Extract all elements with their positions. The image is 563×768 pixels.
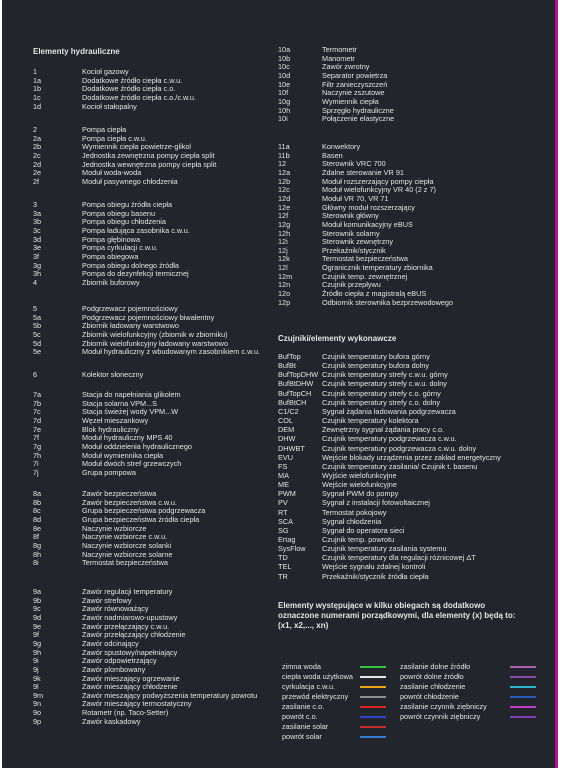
item-label: Pompa ciepła c.w.u. (82, 133, 147, 143)
item-code: 8a (33, 489, 42, 498)
line-type-swatch (510, 706, 536, 708)
item-code: 3f (33, 251, 40, 261)
item-code: 2f (33, 176, 40, 186)
item-code: 9i (33, 656, 39, 666)
sensor-label: Wejście sygnału zdalnej kontroli (322, 562, 426, 572)
sensor-label: Czujnik temperatury podgrzewacza c.w.u. (322, 434, 457, 444)
item-label: Grupa bezpieczeństwa podgrzewacza (82, 506, 206, 516)
item-code: 9h (33, 647, 42, 657)
item-code: 5a (33, 312, 42, 322)
item-code: 12o (278, 289, 291, 299)
line-type-swatch (360, 696, 386, 698)
item-label: Pompa głębinowa (82, 234, 141, 244)
item-code: 12p (278, 297, 291, 307)
item-code: 1d (33, 101, 42, 111)
item-code: 9j (33, 664, 39, 674)
sensor-code: C1/C2 (278, 406, 299, 416)
sensor-label: Czujnik temperatury podgrzewacza c.w.u. dolny (322, 443, 477, 453)
sensor-label: Czujnik temperatury bufora dolny (322, 361, 430, 371)
item-label: Dodatkowe źródło ciepła c.o./c.w.u. (82, 92, 196, 102)
item-code: 1b (33, 84, 42, 94)
line-type-swatch (360, 726, 386, 728)
item-code: 7d (33, 415, 42, 425)
sensor-code: PV (278, 498, 288, 508)
line-type-swatch (510, 666, 536, 668)
item-label: Moduł wielofunkcyjny VR 40 (2 z 7) (322, 185, 436, 195)
item-code: 9b (33, 595, 42, 605)
item-label: Pompa obiegu chłodzenia (82, 217, 166, 227)
item-label: Sterownik główny (322, 211, 379, 221)
sensor-label: Czujnik temperatury strefy c.o. górny (322, 388, 441, 398)
item-label: Zawór spustowy/napełniający (82, 647, 178, 657)
item-code: 12m (278, 271, 293, 281)
item-code: 1a (33, 75, 42, 85)
line-type-swatch (360, 736, 386, 738)
item-code: 10b (278, 53, 291, 63)
item-code: 4 (33, 277, 38, 287)
item-code: 8g (33, 540, 42, 550)
item-code: 5c (33, 329, 41, 339)
item-label: Filtr zanieczyszczeń (322, 79, 388, 89)
item-label: Naczynie wzbiorcze c.w.u. (82, 532, 168, 542)
line-type-label: przewód elektryczny (282, 692, 349, 701)
item-label: Pompa obiegu basenu (82, 208, 156, 218)
item-code: 7f (33, 433, 40, 443)
sensor-code: SysFlow (278, 544, 306, 554)
item-label: Przekaźnik/stycznik (322, 245, 386, 255)
item-label: Połączenie elastyczne (322, 114, 395, 124)
line-type-label: zasilanie chłodzenie (400, 682, 466, 691)
item-label: Zdalne sterowanie VR 91 (322, 167, 404, 177)
item-label: Zawór nadmiarowo-upustowy (82, 612, 178, 622)
item-label: Stacja świeżej wody VPM...W (82, 407, 179, 417)
item-code: 12k (278, 254, 290, 264)
item-label: Pompa ciepła (82, 125, 127, 134)
item-label: Sterownik zewnętrzny (322, 237, 393, 247)
item-code: 3c (33, 225, 41, 235)
item-code: 7h (33, 450, 42, 460)
item-label: Moduł wymiennika ciepła (82, 450, 164, 460)
item-label: Zawór mieszający ogrzewanie (82, 673, 180, 683)
line-type-label: zasilanie c.o. (282, 702, 325, 711)
item-label: Ogranicznik temperatury zbiornika (322, 263, 433, 273)
item-label: Dodatkowe źródło ciepła c.o. (82, 84, 176, 94)
item-label: Stacja solarna VPM...S (82, 398, 158, 408)
line-type-label: zasilanie czynnik ziębniczy (400, 702, 487, 711)
item-label: Węzeł mieszankowy (82, 415, 149, 425)
note-line-2: oznaczone numerami porządkowymi, dla elementy (x) będą to: (278, 611, 516, 620)
line-type-swatch (510, 686, 536, 688)
item-code: 5e (33, 347, 42, 357)
item-code: 9a (33, 587, 42, 596)
item-code: 12g (278, 219, 291, 229)
line-type-swatch (510, 676, 536, 678)
hydraulic-elements-title: Elementy hydrauliczne (33, 47, 120, 56)
item-label: Blok hydrauliczny (82, 424, 139, 434)
item-label: Podgrzewacz pojemnościowy biwalentny (82, 312, 215, 322)
item-label: Termometr (322, 45, 357, 54)
item-label: Naczynie wzbiorcze solarne (82, 549, 173, 559)
item-label: Naczynie wzbiorcze (82, 523, 147, 533)
item-label: Jednostka wewnętrzna pompy ciepła split (82, 159, 217, 169)
sensor-label: Sygnał chłodzenia (322, 516, 382, 526)
item-label: Zawór odcinający (82, 638, 139, 648)
sensor-code: BufTopDHW (278, 370, 319, 380)
legend-page (2, 0, 558, 768)
item-label: Moduł dwóch stref grzewczych (82, 459, 182, 469)
item-label: Zawór kaskadowy (82, 716, 141, 726)
sensor-label: Wejście wielofunkcyjne (322, 480, 397, 490)
item-code: 8c (33, 506, 41, 516)
item-label: Rotametr (np. Taco-Setter) (82, 708, 169, 718)
item-code: 11a (278, 142, 290, 151)
item-code: 8b (33, 497, 42, 507)
item-label: Czujnik temp. zewnętrznej (322, 271, 408, 281)
item-code: 12l (278, 263, 288, 273)
item-code: 2 (33, 125, 38, 134)
note-line-1: Elementy występujące w kilku obiegach są dodatkowo (278, 601, 486, 610)
line-type-swatch (360, 706, 386, 708)
line-type-label: zasilanie dolne źródło (400, 662, 471, 671)
item-label: Moduł hydrauliczny z wbudowanym zasobnikiem c.w.u. (82, 347, 261, 357)
line-type-swatch (360, 686, 386, 688)
item-code: 3e (33, 243, 42, 253)
item-code: 12d (278, 193, 291, 203)
item-label: Moduł rozszerzający pompy ciepła (322, 176, 434, 186)
line-type-swatch (510, 716, 536, 718)
sensor-code: RT (278, 507, 288, 517)
sensor-code: BufBt (278, 361, 296, 371)
item-label: Moduł oddzielenia hydraulicznego (82, 441, 192, 451)
sensor-code: Ertag (278, 535, 296, 544)
item-code: 10g (278, 96, 291, 106)
item-label: Zawór mieszający podwyższenia temperatury powrotu (82, 690, 258, 700)
item-code: 6 (33, 370, 38, 379)
item-code: 12j (278, 245, 288, 255)
item-code: 12c (278, 185, 290, 195)
item-code: 9g (33, 638, 42, 648)
sensor-label: Czujnik temperatury kolektora (322, 416, 419, 426)
note-line-3: (x1, x2,..., xn) (278, 621, 329, 630)
line-type-swatch (360, 666, 386, 668)
item-code: 9d (33, 612, 42, 622)
item-code: 5d (33, 338, 42, 348)
item-label: Termostat bezpieczeństwa (322, 254, 408, 264)
sensor-code: DEM (278, 425, 295, 435)
item-label: Kocioł gazowy (82, 67, 129, 76)
item-code: 10c (278, 62, 290, 72)
item-code: 5b (33, 321, 42, 331)
sensor-label: Czujnik temperatury bufora górny (322, 352, 430, 361)
item-code: 12i (278, 237, 288, 247)
item-code: 10a (278, 45, 291, 54)
item-label: Grupa bezpieczeństwa źródła ciepła (82, 514, 200, 524)
sensors-title: Czujniki/elementy wykonawcze (278, 334, 397, 343)
item-label: Konwektory (322, 142, 361, 151)
item-label: Zawór odpowietrzający (82, 656, 157, 666)
item-label: Grupa pompowa (82, 467, 136, 477)
item-label: Manometr (322, 53, 355, 63)
sensor-code: TEL (278, 562, 292, 572)
item-label: Sprzęgło hydrauliczne (322, 105, 394, 115)
item-label: Moduł VR 70, VR 71 (322, 193, 389, 203)
item-code: 8f (33, 532, 40, 542)
item-label: Kolektor słoneczny (82, 370, 144, 379)
sensor-code: DHW (278, 434, 296, 444)
item-code: 3b (33, 217, 42, 227)
item-label: Moduł hydrauliczny MPS 40 (82, 433, 173, 443)
line-type-swatch (360, 716, 386, 718)
sensor-label: Czujnik temp. powrotu (322, 535, 395, 544)
item-label: Zawór mieszający termostatyczny (82, 699, 192, 709)
item-code: 10e (278, 79, 291, 89)
item-code: 3a (33, 208, 42, 218)
sensor-label: Czujnik temperatury strefy c.o. dolny (322, 397, 441, 407)
line-type-label: ciepła woda użytkowa (282, 672, 353, 681)
item-code: 8i (33, 558, 39, 568)
sensor-label: Sygnał żądania ładowania podgrzewacza (322, 406, 456, 416)
item-code: 3 (33, 200, 38, 209)
item-code: 10d (278, 70, 291, 80)
item-code: 9o (33, 708, 42, 718)
sensor-label: Termostat pokojowy (322, 507, 387, 517)
item-code: 12a (278, 167, 291, 177)
sensor-label: Sygnał do operatora sieci (322, 525, 405, 535)
item-label: Pompa cyrkulacji c.w.u. (82, 243, 158, 253)
item-label: Czujnik przepływu (322, 280, 381, 290)
item-label: Zbiornik wielofunkcyjny ładowany warstwowo (82, 338, 228, 348)
item-code: 10f (278, 88, 289, 98)
item-label: Jednostka zewnętrzna pompy ciepła split (82, 150, 215, 160)
item-label: Zawór równoważący (82, 604, 149, 614)
item-code: 12b (278, 176, 291, 186)
item-code: 7g (33, 441, 42, 451)
item-code: 9l (33, 682, 39, 692)
item-label: Stacja do napełniania glikolem (82, 390, 181, 399)
item-code: 12f (278, 211, 289, 221)
line-type-label: powrót chłodzenie (400, 692, 459, 701)
item-code: 9p (33, 716, 42, 726)
item-label: Termostat bezpieczeństwa (82, 558, 168, 568)
item-label: Basen (322, 150, 343, 160)
sensor-label: Zewnętrzny sygnał żądania pracy c.o. (322, 425, 445, 435)
item-label: Zawór przełączający chłodzenie (82, 630, 186, 640)
item-label: Zawór strefowy (82, 595, 132, 605)
item-label: Zawór bezpieczeństwa c.w.u. (82, 497, 177, 507)
item-code: 3d (33, 234, 42, 244)
item-label: Moduł woda-woda (82, 168, 142, 178)
item-code: 7a (33, 390, 42, 399)
item-code: 7i (33, 459, 39, 469)
sensor-code: BufBtDHW (278, 379, 314, 389)
item-label: Źródło ciepła z magistralą eBUS (322, 289, 427, 299)
item-code: 9e (33, 621, 42, 631)
item-code: 12n (278, 280, 291, 290)
item-code: 2e (33, 168, 42, 178)
item-code: 10h (278, 105, 291, 115)
item-label: Dodatkowe źródło ciepła c.w.u. (82, 75, 183, 85)
sensor-label: Czujnik temperatury zasilania systemu (322, 544, 447, 554)
item-code: 8e (33, 523, 42, 533)
item-code: 10i (278, 114, 288, 124)
line-type-label: powrót c.o. (282, 712, 318, 721)
item-label: Podgrzewacz pojemnościowy (82, 304, 178, 313)
item-label: Odbiornik sterownika bezprzewodowego (322, 297, 454, 307)
sensor-code: COL (278, 416, 294, 426)
sensor-code: SG (278, 525, 289, 535)
line-type-label: powrót dolne źródło (400, 672, 464, 681)
item-label: Sterownik solarny (322, 228, 380, 238)
sensor-code: BufTop (278, 352, 301, 361)
line-type-label: cyrkulacja c.w.u. (282, 682, 336, 691)
sensor-code: MA (278, 470, 289, 480)
item-label: Kocioł stałopalny (82, 101, 137, 111)
item-code: 2a (33, 133, 42, 143)
line-type-label: zasilanie solar (282, 722, 329, 731)
sensor-code: ME (278, 480, 289, 490)
item-label: Pompa ładująca zasobnika c.w.u. (82, 225, 190, 235)
item-label: Pompa obiegu dolnego źródła (82, 260, 179, 270)
sensor-code: DHWBT (278, 443, 305, 453)
item-code: 9f (33, 630, 40, 640)
item-code: 5 (33, 304, 38, 313)
sensor-code: BufTopCH (278, 388, 312, 398)
item-code: 8d (33, 514, 42, 524)
sensor-label: Wyjście wielofunkcyjne (322, 470, 397, 480)
item-code: 7e (33, 424, 42, 434)
line-type-label: zimna woda (282, 662, 321, 671)
item-label: Separator powietrza (322, 70, 388, 80)
item-label: Naczynie wzbiorcze solanki (82, 540, 172, 550)
line-type-label: powrót czynnik ziębniczy (400, 712, 481, 721)
sensor-label: Sygnał PWM do pompy (322, 489, 399, 499)
item-code: 11b (278, 150, 290, 160)
item-label: Zawór zwrotny (322, 62, 370, 72)
item-code: 7c (33, 407, 41, 417)
item-code: 2b (33, 142, 42, 152)
item-label: Pompa obiegowa (82, 251, 139, 261)
item-label: Moduł pasywnego chłodzenia (82, 176, 178, 186)
item-label: Zbiornik wielofunkcyjny (zbiornik w zbiorniku) (82, 329, 228, 339)
item-label: Naczynie zszutowe (322, 88, 385, 98)
item-code: 3g (33, 260, 42, 270)
item-code: 9m (33, 690, 44, 700)
item-code: 7j (33, 467, 39, 477)
line-type-swatch (360, 676, 386, 678)
item-label: Zbiornik ładowany warstwowo (82, 321, 179, 331)
sensor-label: Czujnik temperatury strefy c.w.u. dolny (322, 379, 447, 389)
sensor-label: Sygnał z instalacji fotowoltaicznej (322, 498, 430, 508)
sensor-code: FS (278, 461, 288, 471)
item-code: 1c (33, 92, 41, 102)
item-label: Pompa do dezynfekcji termicznej (82, 269, 189, 279)
sensor-label: Czujnik temperatury zasilania/ Czujnik t. basenu (322, 461, 478, 471)
item-label: Zawór mieszający chłodzenie (82, 682, 178, 692)
sensor-label: Wejście blokady urządzenia przez zakład energetyczny (322, 452, 501, 462)
item-code: 12 (278, 159, 287, 169)
item-code: 1 (33, 67, 38, 76)
item-code: 9c (33, 604, 41, 614)
item-label: Zawór plombowany (82, 664, 146, 674)
sensor-code: PWM (278, 489, 296, 499)
item-label: Zawór regulacji temperatury (82, 587, 173, 596)
item-code: 9n (33, 699, 42, 709)
line-type-label: powrót solar (282, 732, 322, 741)
item-code: 9k (33, 673, 41, 683)
item-code: 12h (278, 228, 291, 238)
sensor-code: BufBtCH (278, 397, 307, 407)
item-code: 2d (33, 159, 42, 169)
item-label: Wymiennik ciepła (322, 96, 379, 106)
sensor-code: TD (278, 553, 288, 563)
sensor-code: SCA (278, 516, 294, 526)
item-code: 12e (278, 202, 291, 212)
sensor-code: TR (278, 571, 288, 581)
item-label: Pompa obiegu źródła ciepła (82, 200, 173, 209)
item-label: Sterownik VRC 700 (322, 159, 386, 169)
sensor-label: Czujnik temperatury dla regulacji różnicowej ΔT (322, 553, 476, 563)
item-label: Wymiennik ciepła powietrze-glikol (82, 142, 192, 152)
item-label: Zbiornik buforowy (82, 277, 140, 287)
item-label: Główny moduł rozszerzający (322, 202, 415, 212)
item-code: 8h (33, 549, 42, 559)
sensor-code: EVU (278, 452, 294, 462)
item-code: 3h (33, 269, 42, 279)
item-label: Zawór przełączający c.w.u. (82, 621, 170, 631)
sensor-label: Przekaźnik/stycznik źródła ciepła (322, 571, 429, 581)
item-code: 7b (33, 398, 42, 408)
item-label: Zawór bezpieczeństwa (82, 489, 157, 498)
item-code: 2c (33, 150, 41, 160)
item-label: Moduł komunikacyjny eBUS (322, 219, 413, 229)
line-type-swatch (510, 696, 536, 698)
sensor-label: Czujnik temperatury strefy c.w.u. górny (322, 370, 448, 380)
